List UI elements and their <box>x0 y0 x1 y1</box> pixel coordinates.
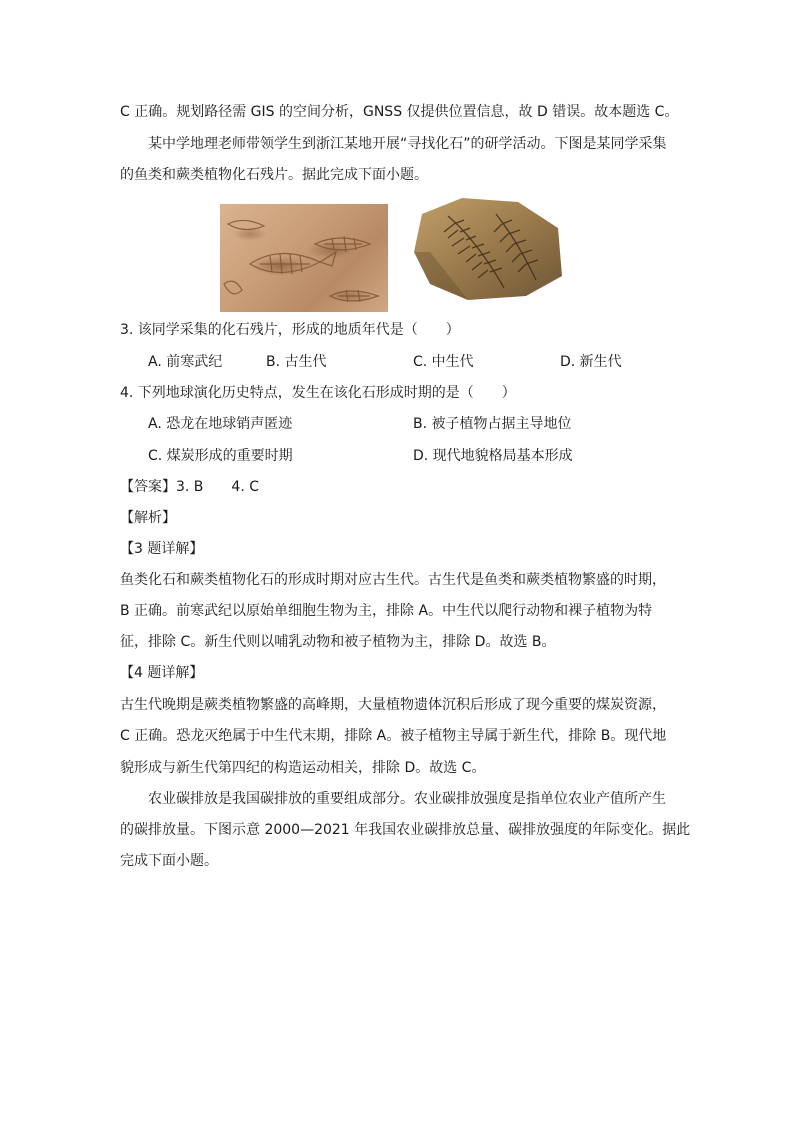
question-3-detail-line: B 正确。前寒武纪以原始单细胞生物为主，排除 A。中生代以爬行动物和裸子植物为特 <box>120 603 653 619</box>
question-3-option-d: D. 新生代 <box>560 354 622 370</box>
next-intro-line: 完成下面小题。 <box>120 853 218 869</box>
question-4-detail-heading: 【4 题详解】 <box>120 665 204 681</box>
question-3-detail-heading: 【3 题详解】 <box>120 541 204 557</box>
answer-line: 【答案】3. B 4. C <box>120 479 259 495</box>
text-intro-line-1: 某中学地理老师带领学生到浙江某地开展“寻找化石”的研学活动。下图是某同学采集 <box>148 136 667 152</box>
next-intro-line: 的碳排放量。下图示意 2000—2021 年我国农业碳排放总量、碳排放强度的年际变化。据此 <box>120 822 691 838</box>
fern-fossil-photo <box>408 192 566 304</box>
text-line-gis-conclusion: C 正确。规划路径需 GIS 的空间分析，GNSS 仅提供位置信息，故 D 错误。故本题选 C。 <box>120 104 679 120</box>
question-3-detail-line: 鱼类化石和蕨类植物化石的形成时期对应古生代。古生代是鱼类和蕨类植物繁盛的时期， <box>120 572 666 588</box>
question-3-option-a: A. 前寒武纪 <box>148 354 223 370</box>
question-4-option-c: C. 煤炭形成的重要时期 <box>148 448 293 464</box>
question-4-detail-line: C 正确。恐龙灭绝属于中生代末期，排除 A。被子植物主导属于新生代，排除 B。现代地 <box>120 728 667 744</box>
question-4-option-d: D. 现代地貌格局基本形成 <box>413 448 573 464</box>
question-4-option-b: B. 被子植物占据主导地位 <box>413 416 572 432</box>
text-intro-line-2: 的鱼类和蕨类植物化石残片。据此完成下面小题。 <box>120 167 428 183</box>
question-4-stem: 4. 下列地球演化历史特点，发生在该化石形成时期的是（ ） <box>120 385 516 401</box>
question-3-option-b: B. 古生代 <box>266 354 327 370</box>
question-4-option-a: A. 恐龙在地球销声匿迹 <box>148 416 293 432</box>
question-4-detail-line: 貌形成与新生代第四纪的构造运动相关，排除 D。故选 C。 <box>120 760 486 776</box>
analysis-heading: 【解析】 <box>120 510 176 526</box>
next-intro-line: 农业碳排放是我国碳排放的重要组成部分。农业碳排放强度是指单位农业产值所产生 <box>148 791 666 807</box>
question-4-detail-line: 古生代晚期是蕨类植物繁盛的高峰期，大量植物遗体沉积后形成了现今重要的煤炭资源， <box>120 697 666 713</box>
fish-fossil-photo <box>220 204 388 312</box>
question-3-option-c: C. 中生代 <box>413 354 474 370</box>
question-3-stem: 3. 该同学采集的化石残片，形成的地质年代是（ ） <box>120 322 460 338</box>
question-3-detail-line: 征，排除 C。新生代则以哺乳动物和被子植物为主，排除 D。故选 B。 <box>120 634 556 650</box>
